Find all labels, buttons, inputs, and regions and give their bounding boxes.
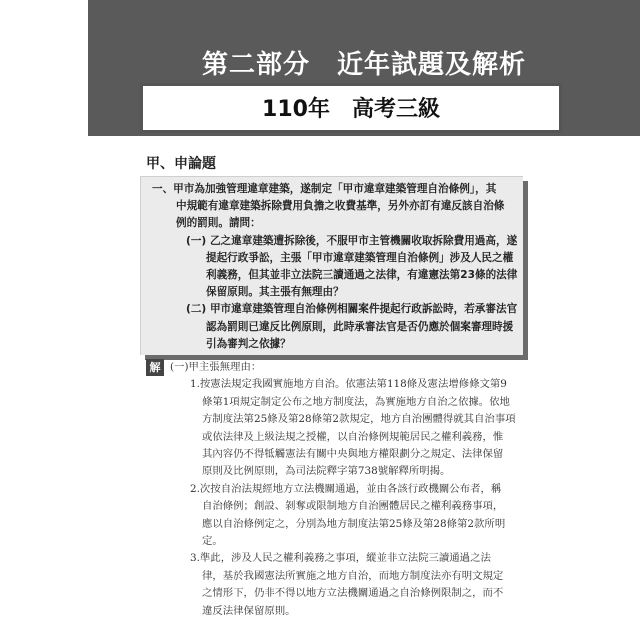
answer-line: 應以自治條例定之，分別為地方制度法第25條及第28條第2款所明: [202, 517, 506, 530]
question-line: 一、甲市為加強管理違章建築，遂制定「甲市違章建築管理自治條例」，其: [152, 183, 497, 195]
question-line: 提起行政爭訟，主張「甲市違章建築管理自治條例」涉及人民之權: [206, 251, 514, 264]
answer-line: 或依法律及上級法規之授權，以自治條例規範居民之權利義務，惟: [202, 430, 504, 443]
answer-line: 1.按憲法規定我國實施地方自治。依憲法第118條及憲法增修條文第9: [190, 378, 507, 391]
answer-line: 原則及比例原則，為司法院釋字第738號解釋所明揭。: [202, 465, 451, 478]
exam-title: 110年 高考三級: [262, 97, 440, 122]
question-line: 保留原則。其主張有無理由？: [206, 286, 344, 299]
question-line: 認為罰則已違反比例原則，此時承審法官是否仍應於個案審理時援: [206, 320, 514, 333]
question-line: (一) 乙之違章建築遭拆除後，不服甲市主管機關收取拆除費用過高，遂: [186, 234, 518, 247]
question-line: 利義務，但其並非立法院三讀通過之法律，有違憲法第23條的法律: [206, 269, 518, 281]
part-title: 第二部分 近年試題及解析: [201, 50, 526, 80]
section-title: 甲、申論題: [146, 156, 216, 172]
answer-line: 其內容仍不得牴觸憲法有關中央與地方權限劃分之規定、法律保留: [202, 448, 504, 460]
answer-line: 條第1項規定制定公布之地方制度法，為實施地方自治之依據。依地: [202, 395, 510, 408]
question-line: 引為審判之依據？: [206, 337, 291, 350]
answer-line: 2.次按自治法規經地方立法機關通過，並由各該行政機關公布者，稱: [190, 482, 502, 495]
answer-line: 違反法律保留原則。: [202, 604, 296, 617]
question-line: 中規範有違章建築拆除費用負擔之收費基準，另外亦訂有違反該自治條: [176, 200, 505, 213]
answer-line: (一)甲主張無理由：: [170, 361, 262, 373]
answer-line: 自治條例；創設、剝奪或限制地方自治團體居民之權利義務事項，: [202, 500, 504, 513]
question-line: (二) 甲市違章建築管理自治條例相關案件提起行政訴訟時，若承審法官: [186, 303, 518, 316]
answer-line: 方制度法第25條及第28條第2款規定，地方自治團體得就其自治事項: [202, 413, 516, 426]
answer-line: 之情形下，仍非不得以地方立法機關通過之自治條例限制之，而不: [202, 587, 504, 600]
answer-line: 定。: [202, 535, 223, 547]
answer-label-badge: 解: [146, 359, 164, 376]
answer-line: 3.準此，涉及人民之權利義務之事項，縱並非立法院三讀通過之法: [190, 552, 491, 565]
question-line: 例的罰則。請問：: [176, 217, 261, 230]
answer-line: 律，基於我國憲法所實施之地方自治，而地方制度法亦有明文規定: [202, 569, 504, 582]
